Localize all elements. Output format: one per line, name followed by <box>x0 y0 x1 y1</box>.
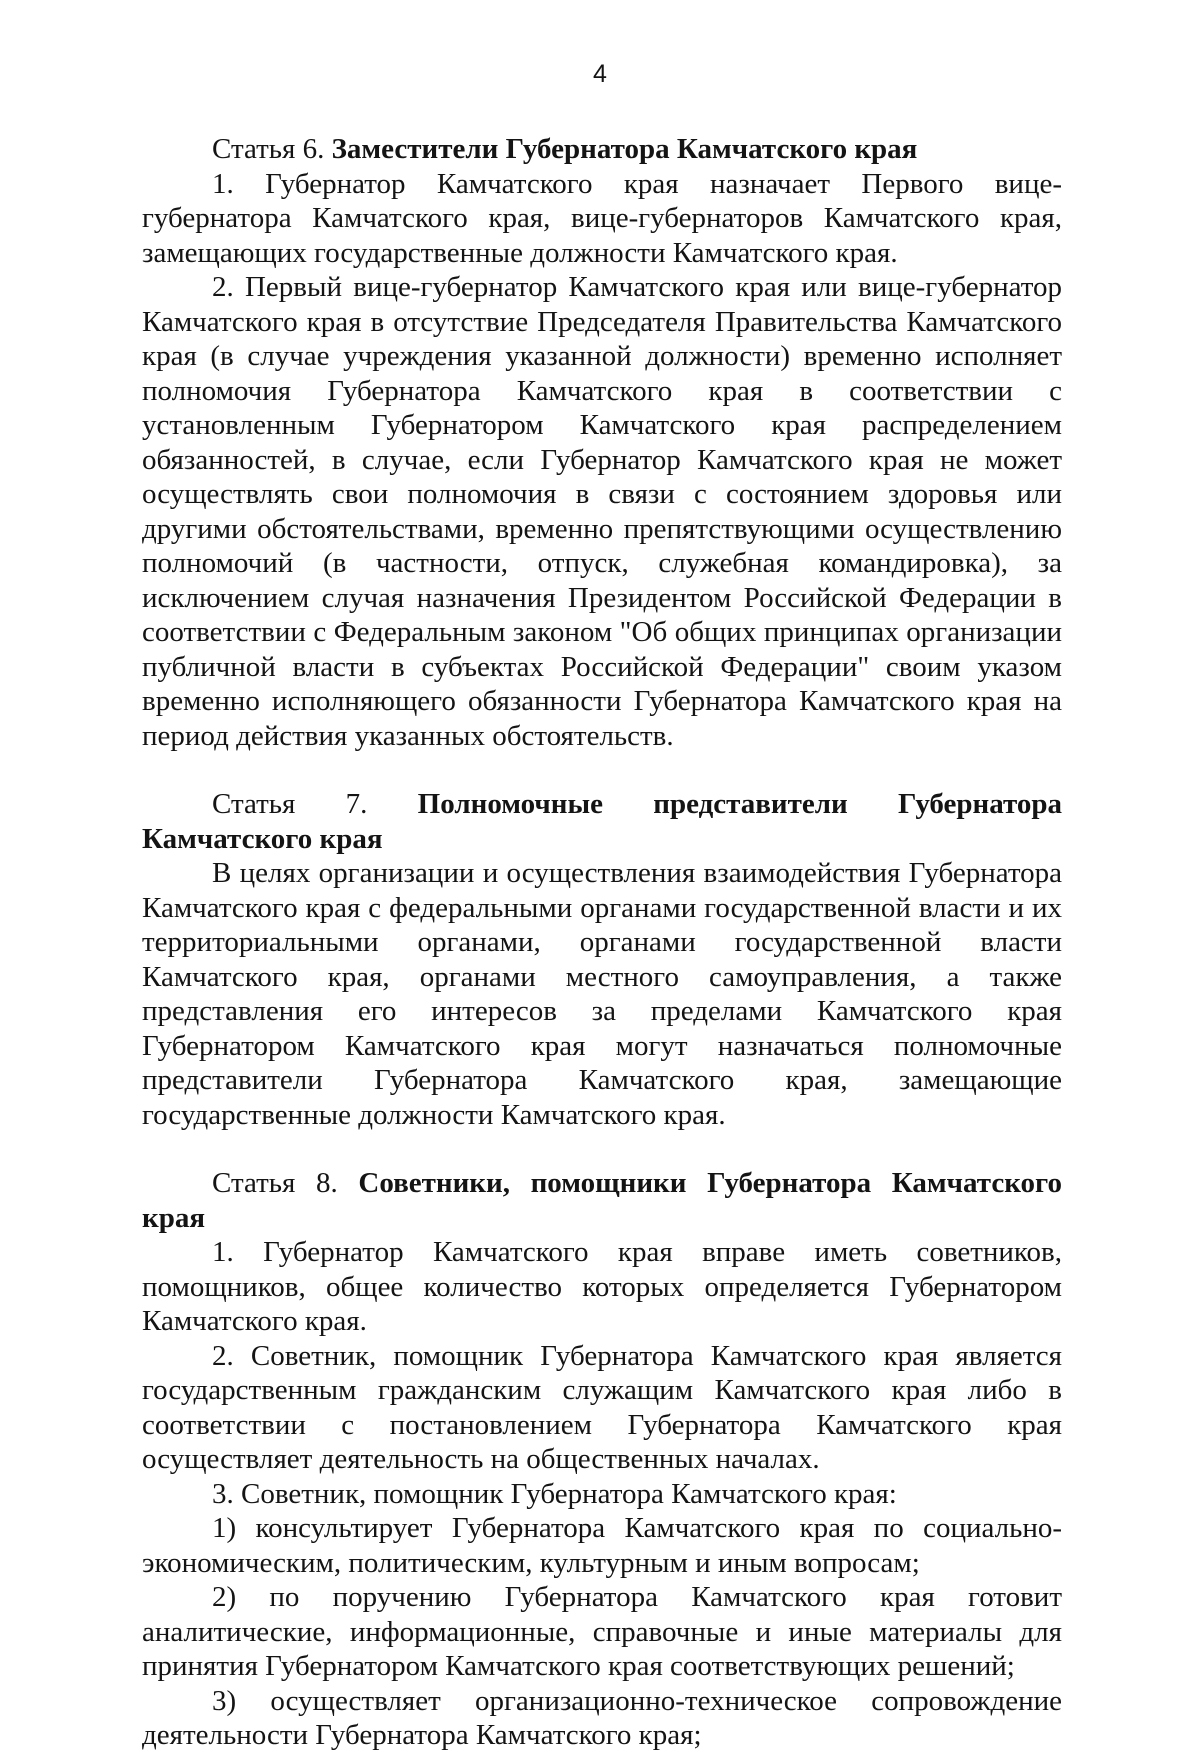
article-6-paragraph-2: 2. Первый вице-губернатор Камчатского края или вице-губернатор Камчатского края в отсутствие Председателя Правительства Камчатского края (в случае учреждения указанной должности) временно исполняет полномочия Губернатора Камчатского края в соответствии с установленным Губернатором Камчатского края распределением обязанностей, в случае, если Губернатор Камчатского края не может осуществлять свои полномочия в связи с состоянием здоровья или другими обстоятельствами, временно препятствующими осуществлению полномочий (в частности, отпуск, служебная командировка), за исключением случая назначения Президентом Российской Федерации в соответствии с Федеральным законом "Об общих принципах организации публичной власти в субъектах Российской Федерации" своим указом временно исполняющего обязанности Губернатора Камчатского края на период действия указанных обстоятельств. <box>142 271 1062 752</box>
article-8-item-3: 3) осуществляет организационно-техническое сопровождение деятельности Губернатора Камчатского края; <box>142 1684 1062 1751</box>
article-6-prefix: Статья 6. <box>212 133 325 165</box>
article-8-title: Советники, помощники Губернатора Камчатского края <box>142 1167 1062 1234</box>
article-7-heading <box>142 787 1062 856</box>
article-8-item-2: 2) по поручению Губернатора Камчатского края готовит аналитические, информационные, справочные и иные материалы для принятия Губернатором Камчатского края соответствующих решений; <box>142 1581 1062 1682</box>
article-8-item-1: 1) консультирует Губернатора Камчатского края по социально-экономическим, политическим, культурным и иным вопросам; <box>142 1512 1062 1579</box>
article-6-heading <box>142 132 1062 167</box>
article-7-title: Полномочные представители Губернатора Камчатского края <box>142 788 1062 855</box>
article-8-paragraph-1: 1. Губернатор Камчатского края вправе иметь советников, помощников, общее количество которых определяется Губернатором Камчатского края. <box>142 1236 1062 1337</box>
article-8-paragraph-2: 2. Советник, помощник Губернатора Камчатского края является государственным гражданским служащим Камчатского края либо в соответствии с постановлением Губернатора Камчатского края осуществляет деятельность на общественных началах. <box>142 1339 1062 1475</box>
document-body <box>142 132 1062 1753</box>
article-6-paragraph-1: 1. Губернатор Камчатского края назначает Первого вице-губернатора Камчатского края, вице-губернаторов Камчатского края, замещающих государственные должности Камчатского края. <box>142 167 1062 269</box>
article-7-paragraph-1: В целях организации и осуществления взаимодействия Губернатора Камчатского края с федеральными органами государственной власти и их территориальными органами, органами государственной власти Камчатского края, органами местного самоуправления, а также представления его интересов за пределами Камчатского края Губернатором Камчатского края могут назначаться полномочные представители Губернатора Камчатского края, замещающие государственные должности Камчатского края. <box>142 857 1062 1131</box>
article-8-prefix: Статья 8. <box>212 1167 338 1199</box>
article-8-paragraph-3: 3. Советник, помощник Губернатора Камчатского края: <box>212 1477 897 1510</box>
article-6-title: Заместители Губернатора Камчатского края <box>331 133 918 165</box>
article-8-heading <box>142 1166 1062 1235</box>
page-number: 4 <box>593 60 607 88</box>
article-7-prefix: Статья 7. <box>212 788 368 820</box>
